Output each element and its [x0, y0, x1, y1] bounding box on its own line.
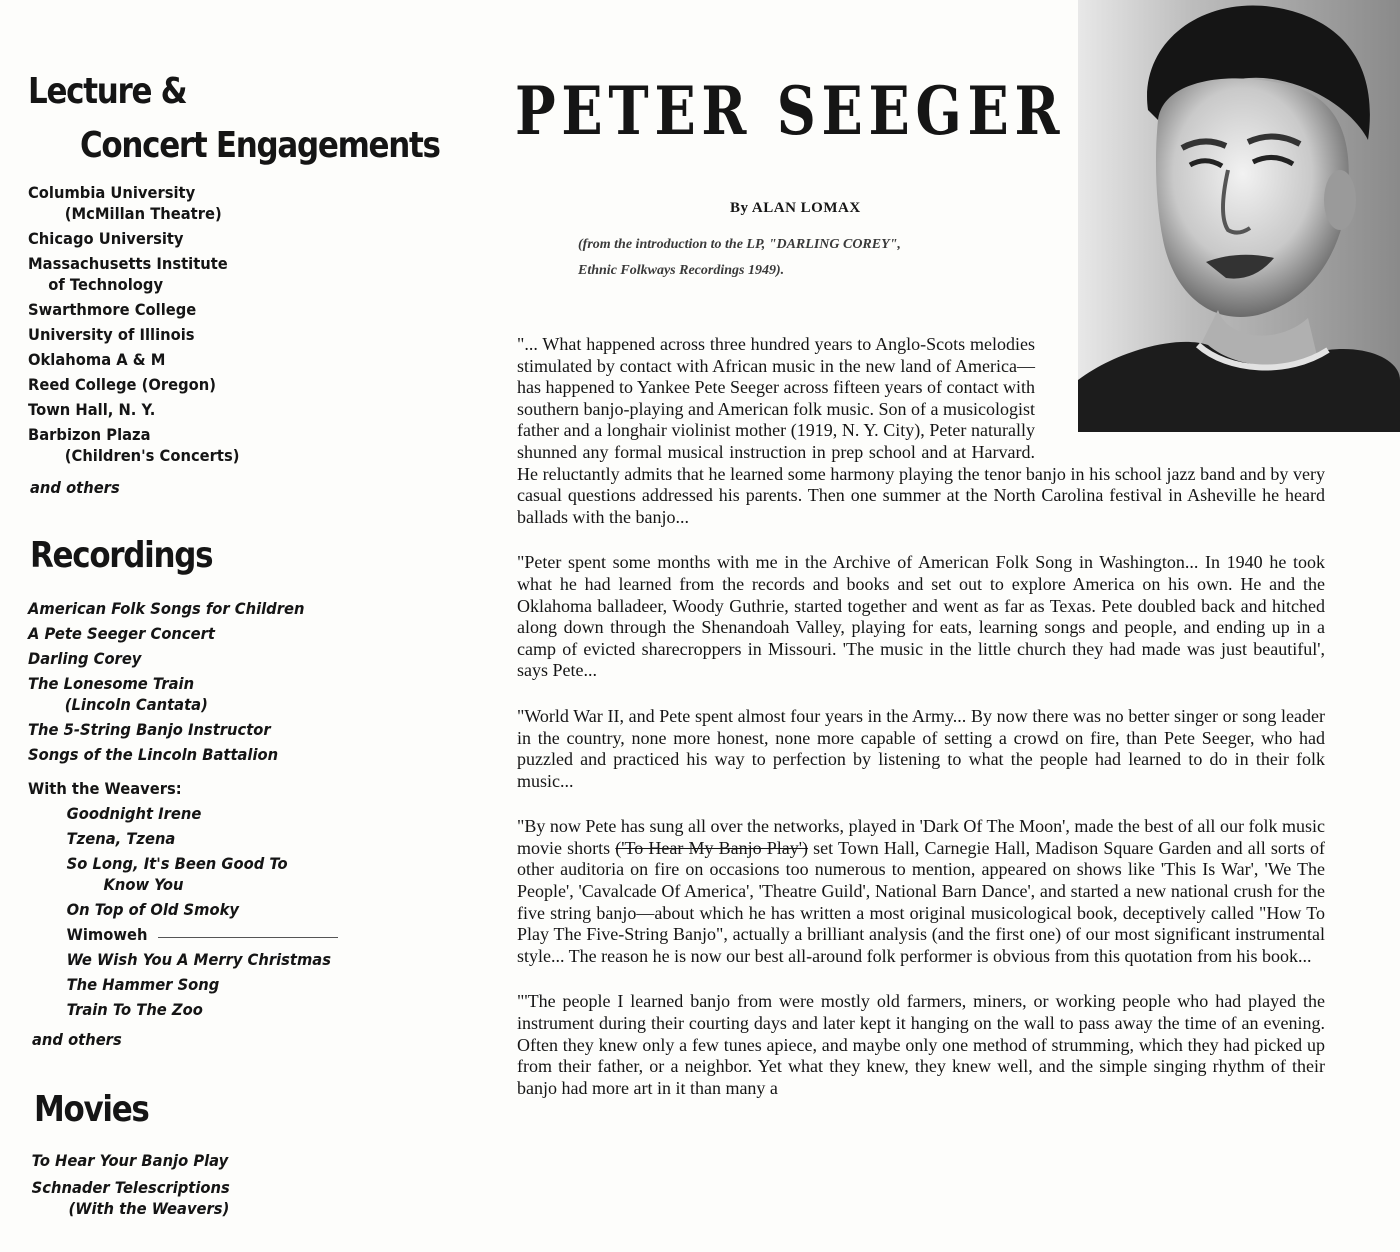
weavers-item: Train To The Zoo: [66, 1000, 203, 1019]
engagements-list: [28, 182, 258, 470]
article-title: PETER SEEGER: [515, 72, 1066, 150]
engagement-item: Chicago University: [28, 229, 184, 248]
engagement-item: Columbia University (McMillan Theatre): [28, 183, 222, 223]
struck-movie-title: ('To Hear My Banjo Play'): [615, 837, 809, 858]
engagements-heading-line2: Concert Engagements: [80, 125, 440, 166]
paragraph-3: "World War II, and Pete spent almost four years in the Army... By now there was no better singer or song leader in the country, none more honest, none more capable of setting a crowd on fire, than Pete Seeger, who had puzzled and practiced his way to perfection by listening to what the people had learned to do in their folk music...: [517, 705, 1325, 791]
paragraph-1: "... What happened across three hundred years to Anglo-Scots melodies stimulated by contact with African music in the new land of America—has happened to Yankee Pete Seeger across fifteen years of contact with southern banjo-playing and American folk music. Son of a musicologist father and a longhair violinist mother (1919, N. Y. City), Peter naturally shunned any formal musical instruction in prep school and at Harvard. He reluctantly admits that he learned some harmony playing the tenor banjo in his school jazz band and by very casual questions addressed his parents. Then one summer at the North Carolina festival in Asheville he heard ballads with the banjo...: [517, 334, 1325, 527]
recording-item: American Folk Songs for Children: [28, 599, 305, 618]
weavers-item: On Top of Old Smoky: [66, 900, 239, 919]
wimoweh-strike-line: [158, 937, 338, 938]
weavers-item: The Hammer Song: [66, 975, 220, 994]
engagement-item: Swarthmore College: [28, 300, 197, 319]
paragraph-2: "Peter spent some months with me in the Archive of American Folk Song in Washington... In 1940 he took what he had learned from the records and books and set out to explore America on his own. He and the Oklahoma balladeer, Woody Guthrie, started together and went as far as Texas. Pete doubled back and hitched along down through the Shenandoah Valley, playing for eats, learning songs and people, and ending up in a camp of evicted sharecroppers in Missouri. 'The music in the little church they had made was just beautiful', says Pete...: [517, 552, 1325, 681]
weavers-item: Tzena, Tzena: [66, 829, 176, 848]
weavers-item: We Wish You A Merry Christmas: [66, 950, 331, 969]
article-byline: By ALAN LOMAX: [730, 200, 861, 216]
movies-heading: Movies: [34, 1089, 149, 1130]
article-source: [578, 232, 901, 284]
recording-item: Songs of the Lincoln Battalion: [28, 745, 279, 764]
paragraph-5: "'The people I learned banjo from were mostly old farmers, miners, or working people who had played the instrument during their courting days and later kept it hanging on the wall to pass away the time of an evening. Often they knew only a few tunes apiece, and maybe only one method of strumming, which they had picked up from their father, or a neighbor. Yet what they knew, they knew well, and the simple singing rhythm of their banjo had more art in it than many a: [517, 991, 1325, 1098]
engagements-heading-line1: Lecture &: [28, 71, 187, 112]
recordings-and-others: and others: [32, 1030, 122, 1049]
weavers-item: So Long, It's Been Good To Know You: [66, 854, 288, 894]
recording-item: Darling Corey: [28, 649, 142, 668]
weavers-item: Goodnight Irene: [66, 804, 202, 823]
recordings-heading: Recordings: [30, 535, 213, 576]
article-body: [517, 334, 1325, 1123]
paragraph-4: "By now Pete has sung all over the networks, played in 'Dark Of The Moon', made the best of all our folk music movie shorts ('To Hear My Banjo Play') set Town Hall, Carnegie Hall, Madison Square Garden and all sorts of other auditoria on fire on occasions too numerous to mention, appeared on shows like 'This Is War', 'We The People', 'Cavalcade Of America', 'Theatre Guild', National Barn Dance', and started a new national crush for the five string banjo—about which he has written a most original musicological book, deceptively called "How To Play The Five-String Banjo", actually a brilliant analysis (and the first one) of our most significant instrumental style... The reason he is now our best all-around folk performer is obvious from this quotation from his book...: [517, 816, 1325, 966]
weavers-list: [28, 778, 357, 1024]
movies-list: [28, 1150, 247, 1225]
engagement-item: Barbizon Plaza (Children's Concerts): [28, 425, 240, 465]
movie-item: Schnader Telescriptions (With the Weavers): [31, 1178, 230, 1218]
recording-item: The 5-String Banjo Instructor: [28, 720, 271, 739]
engagements-and-others: and others: [30, 478, 120, 497]
source-line-1: (from the introduction to the LP, "DARLING COREY",: [578, 237, 901, 252]
recording-item: A Pete Seeger Concert: [28, 624, 215, 643]
engagement-item: Massachusetts Institute of Technology: [28, 254, 228, 294]
movie-item: To Hear Your Banjo Play: [31, 1151, 229, 1170]
engagement-item: Oklahoma A & M: [28, 350, 166, 369]
engagement-item: Town Hall, N. Y.: [28, 400, 156, 419]
photo-float-spacer: [1035, 334, 1325, 446]
weavers-label: With the Weavers:: [28, 779, 182, 798]
engagement-item: University of Illinois: [28, 325, 195, 344]
recording-item: The Lonesome Train (Lincoln Cantata): [28, 674, 208, 714]
recordings-list: [28, 598, 328, 769]
engagement-item: Reed College (Oregon): [28, 375, 216, 394]
source-line-2: Ethnic Folkways Recordings 1949).: [578, 263, 785, 278]
weavers-item: Wimoweh: [66, 925, 148, 944]
